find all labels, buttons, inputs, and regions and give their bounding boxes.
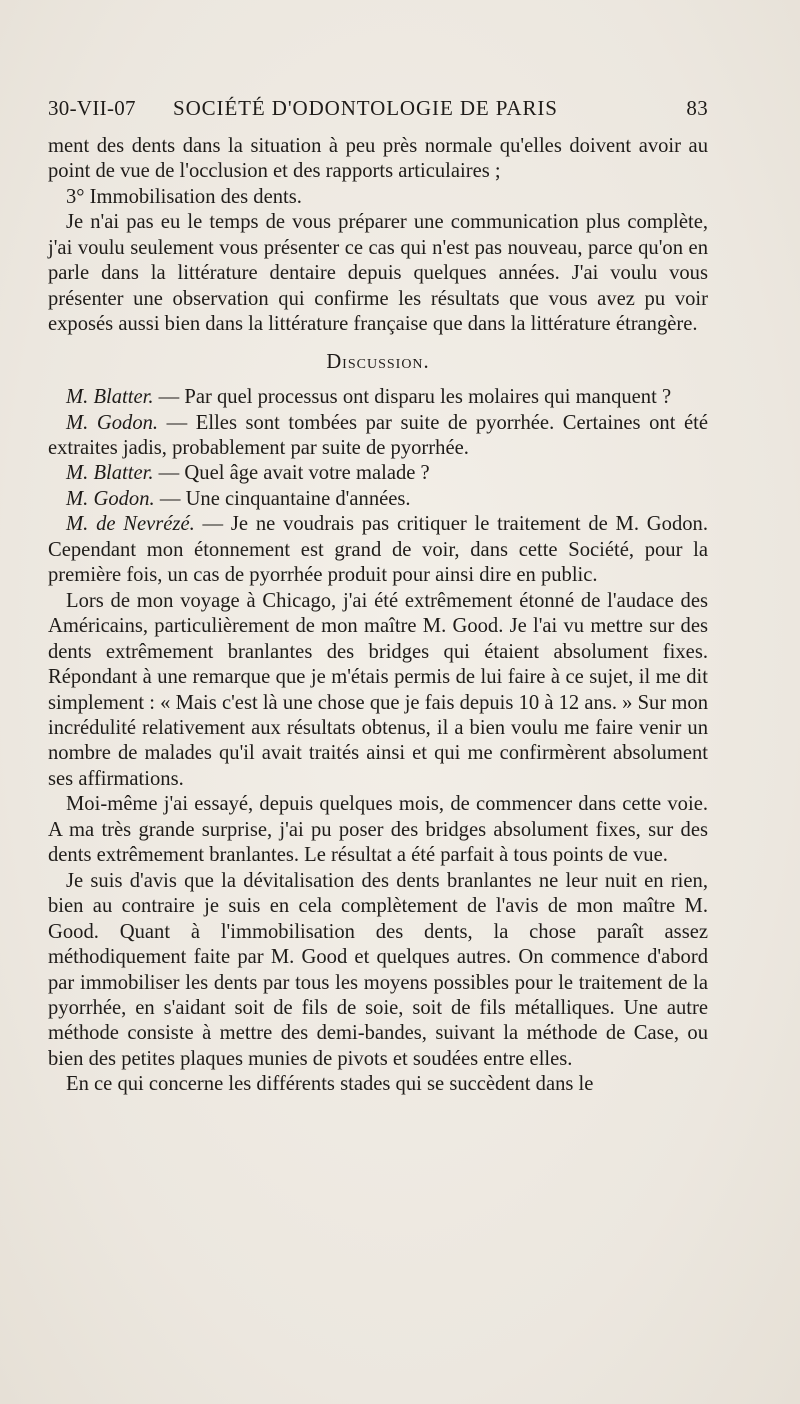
running-title: SOCIÉTÉ D'ODONTOLOGIE DE PARIS — [173, 96, 558, 120]
speech-text: — Par quel processus ont disparu les molaires qui manquent ? — [153, 386, 672, 409]
page-number: 83 — [686, 96, 708, 120]
paragraph: Je suis d'avis que la dévitalisation des dents branlantes ne leur nuit en rien, bien au contraire je suis en cela complètement de l'avis de mon maître M. Good. Quant à l'immobilisation des dents, la chose paraît assez méthodiquement faite par M. Good et quelques autres. On commence d'abord par immobiliser les dents par tous les moyens possibles pour le traitement de la pyorrhée, en s'aidant soit de fils de soie, soit de fils métalliques. Une autre méthode consiste à mettre des demi-bandes, suivant la méthode de Case, ou bien des petites plaques munies de pivots et soudées entre elles. — [48, 869, 708, 1070]
paragraph: En ce qui concerne les différents stades qui se succèdent dans le — [66, 1073, 594, 1096]
issue-date: 30-VII-07 — [48, 96, 136, 120]
section-heading: Discussion. — [326, 350, 430, 373]
speech-text: — Une cinquantaine d'années. — [154, 487, 411, 510]
paragraph: Je n'ai pas eu le temps de vous préparer une communication plus complète, j'ai voulu seulement vous présenter ce cas qui n'est pas nouveau, parce qu'on en parle dans la littérature dentaire depuis quelques années. J'ai voulu vous présenter une observation qui confirme les résultats que vous avez pu voir exposés aussi bien dans la littérature française que dans la littérature étrangère. — [48, 211, 708, 336]
paragraph: ment des dents dans la situation à peu près normale qu'elles doivent avoir au point de vue de l'occlusion et des rapports articulaires ; — [48, 135, 708, 183]
speaker-name: M. Godon. — [66, 487, 155, 510]
speaker-name: M. Blatter. — [66, 462, 154, 485]
speaker-name: M. Godon. — [66, 411, 159, 434]
dialogue-paragraph — [48, 385, 708, 410]
dialogue-paragraph — [48, 461, 708, 486]
body-text — [48, 134, 708, 1098]
dialogue-paragraph — [48, 411, 708, 462]
speech-text: — Je ne voudrais pas critiquer le traitement de M. Godon. Cependant mon étonnement est grand de voir, dans cette Société, pour la première fois, un cas de pyorrhée produit pour ainsi dire en public. — [48, 513, 708, 587]
speech-text: — Elles sont tombées par suite de pyorrhée. Certaines ont été extraites jadis, probablement par suite de pyorrhée. — [48, 411, 708, 459]
dialogue-paragraph — [48, 487, 708, 512]
paragraph: 3° Immobilisation des dents. — [66, 185, 302, 208]
dialogue-paragraph — [48, 512, 708, 588]
running-header — [48, 96, 708, 126]
speaker-name: M. Blatter. — [66, 386, 154, 409]
paragraph: Lors de mon voyage à Chicago, j'ai été extrêmement étonné de l'audace des Américains, particulièrement de mon maître M. Good. Je l'ai vu mettre sur des dents extrêmement branlantes des bridges qui étaient absolument fixes. Répondant à une remarque que je m'étais permis de lui faire à ce sujet, il me dit simplement : « Mais c'est là une chose que je fais depuis 10 à 12 ans. » Sur mon incrédulité relativement aux résultats obtenus, il a bien voulu me faire venir un nombre de malades qu'il avait traités ainsi et qui me confirmèrent absolument ses affirmations. — [48, 589, 708, 790]
speaker-name: M. de Nevrézé. — [66, 513, 195, 536]
speech-text: — Quel âge avait votre malade ? — [153, 462, 430, 485]
paragraph: Moi-même j'ai essayé, depuis quelques mois, de commencer dans cette voie. A ma très grande surprise, j'ai pu poser des bridges absolument fixes, sur des dents extrêmement branlantes. Le résultat a été parfait à tous points de vue. — [48, 793, 708, 867]
